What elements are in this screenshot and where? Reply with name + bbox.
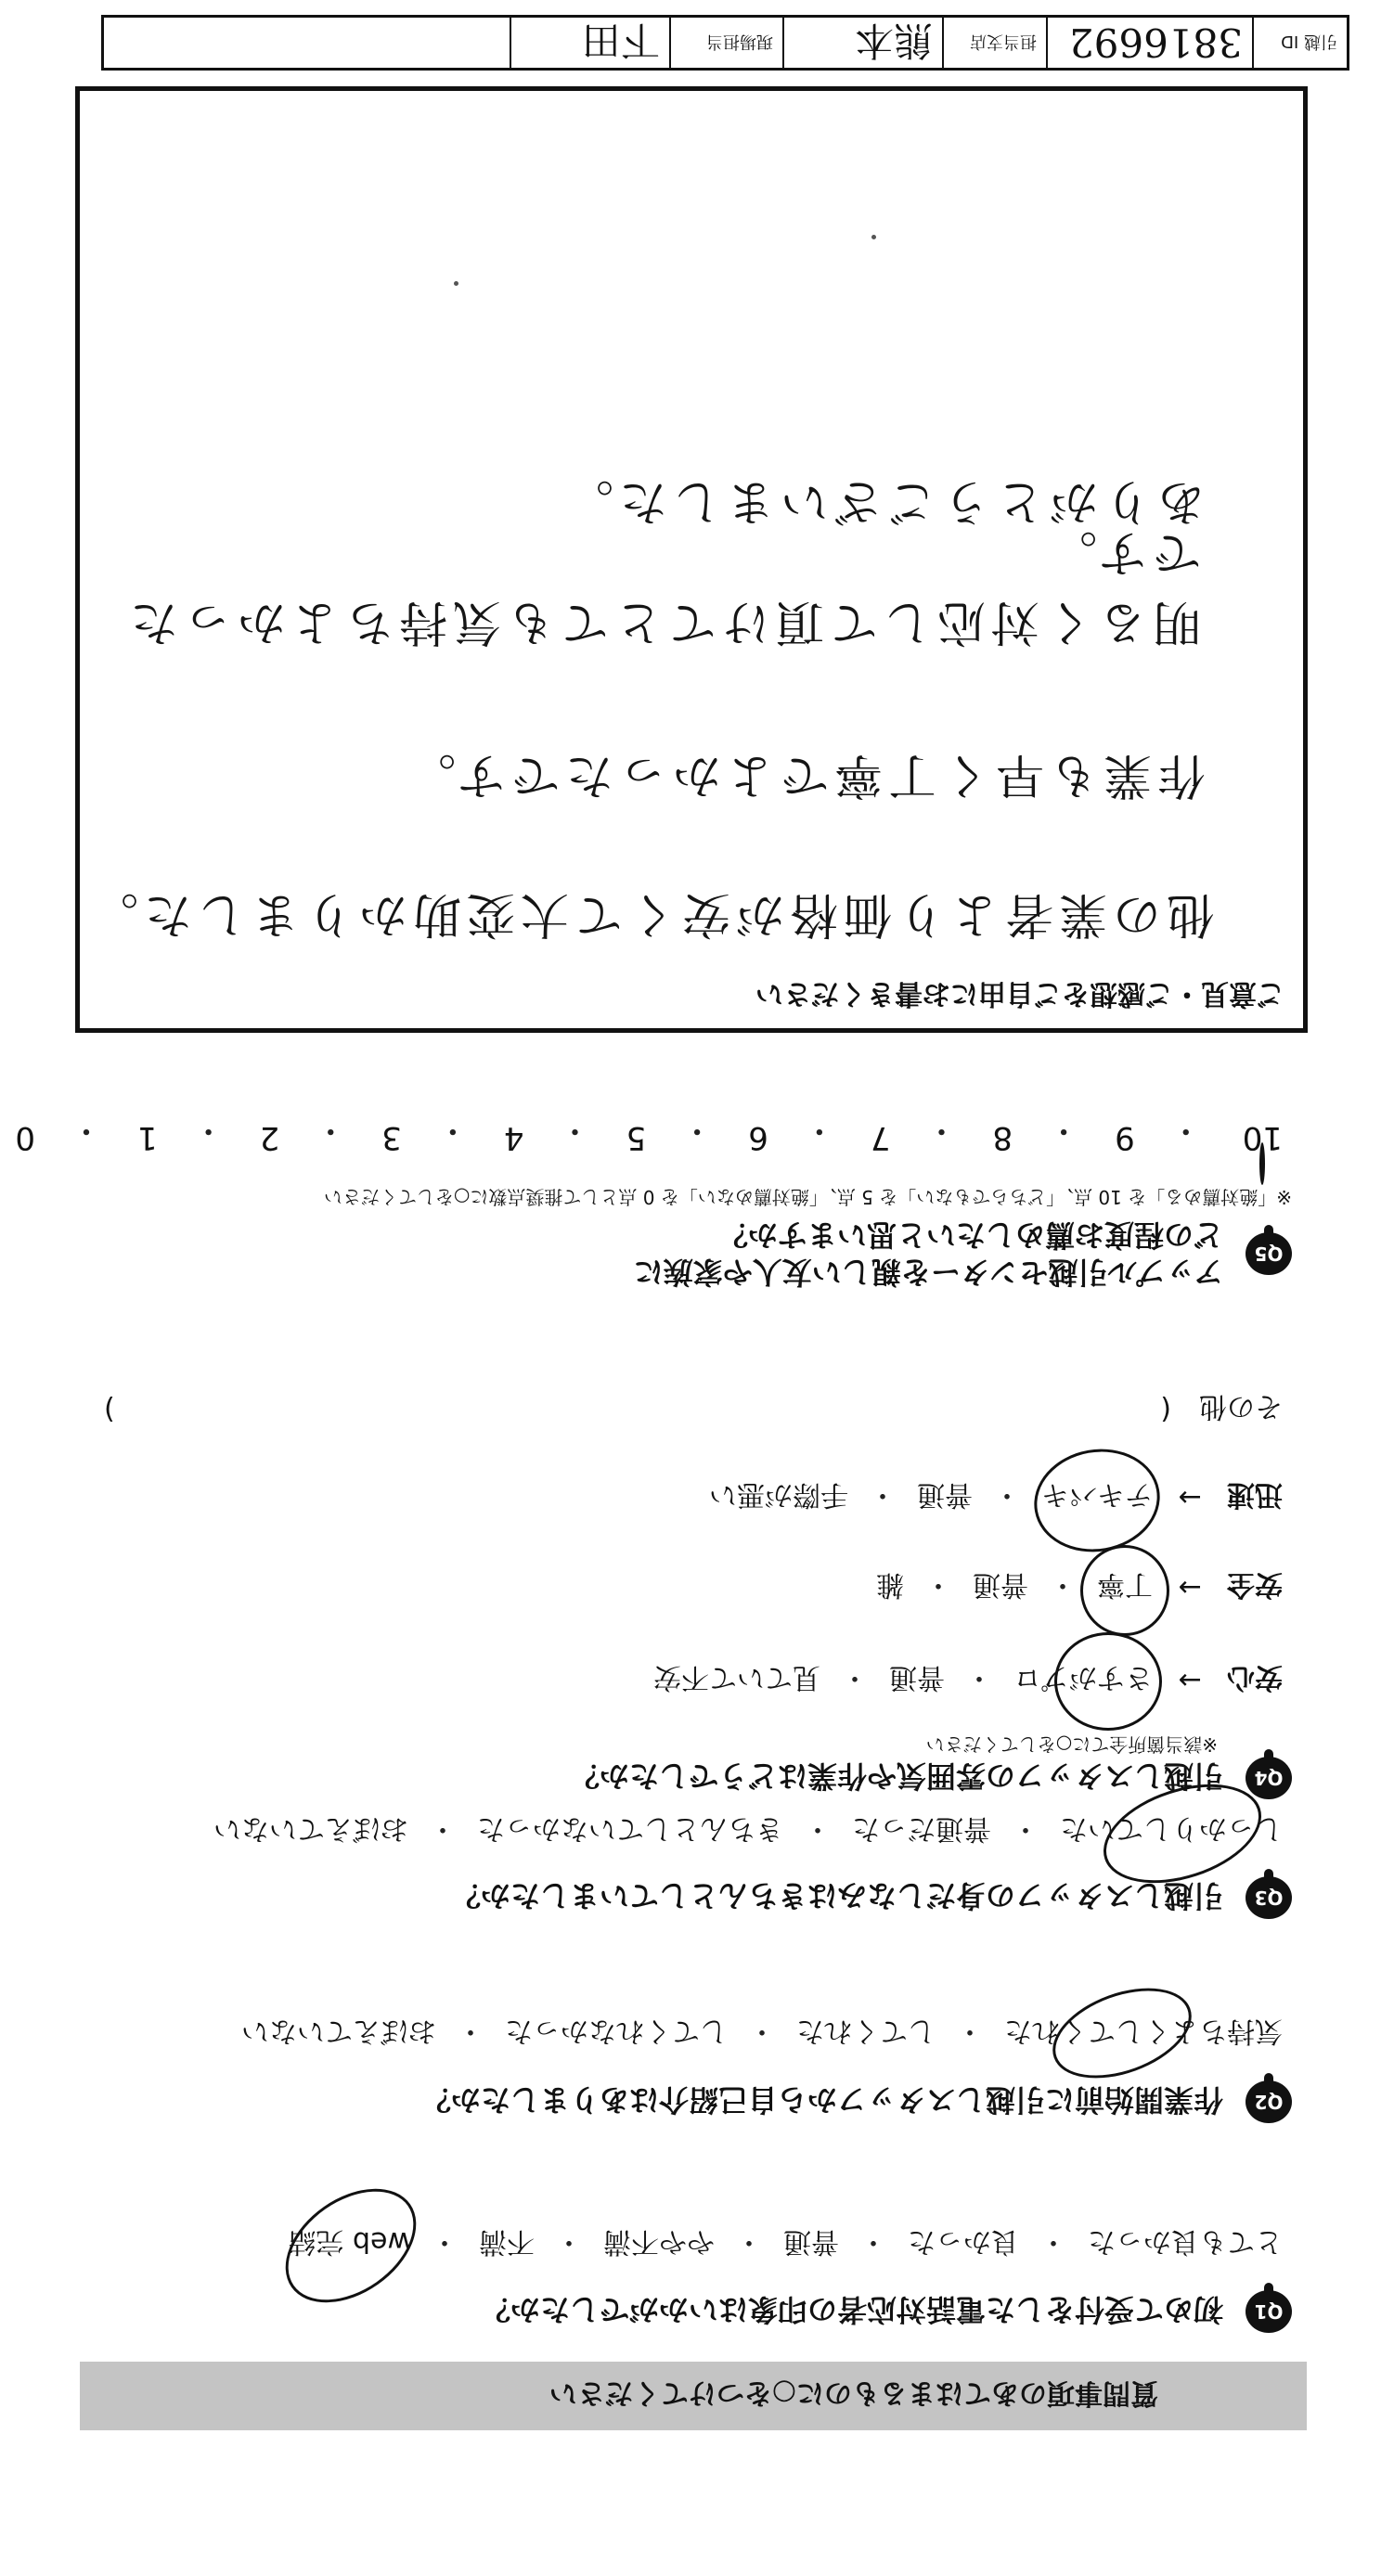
q4-jinsoku-option-2[interactable]: 普通 (917, 1478, 973, 1511)
q3-badge: Q3 (1246, 1876, 1292, 1919)
q4-anzen-option-1-selected[interactable]: 丁寧 (1097, 1567, 1153, 1608)
q3-option-4[interactable]: おぼえていない (213, 1812, 408, 1845)
branch-label: 担当支店 (942, 18, 1046, 68)
handwritten-comment-line-2: 作業も早く丁寧でよかったです。 (402, 747, 1206, 803)
q5-badge: Q5 (1246, 1232, 1292, 1275)
q3-option-2[interactable]: 普通だった (852, 1812, 991, 1845)
q1-option-2[interactable]: 良かった (908, 2225, 1019, 2258)
comments-box[interactable] (75, 86, 1308, 1033)
arrow-icon: → (1178, 1664, 1202, 1697)
q1-options: とても良かった ・ 良かった ・ 普通 ・ やや不満 ・ 不満 ・ web 完結 (288, 2224, 1283, 2265)
q1-option-1[interactable]: とても良かった (1088, 2225, 1283, 2258)
id-value: 3816692 (1046, 18, 1252, 68)
question-3 (451, 1876, 1292, 1919)
leader-label: 現場担当 (669, 18, 782, 68)
id-box (101, 15, 1349, 71)
q5-score-7[interactable]: 7 (870, 1119, 891, 1156)
q1-badge: Q1 (1246, 2290, 1292, 2333)
q1-option-4[interactable]: やや不満 (603, 2225, 715, 2258)
q3-option-1-selected[interactable]: しっかりしていた (1060, 1811, 1283, 1852)
q5-score-0[interactable]: 0 (15, 1119, 35, 1156)
q4-row-anshin: 安心 → さすがプロ ・ 普通 ・ 見ていて不安 (653, 1660, 1283, 1701)
q5-score-1[interactable]: 1 (136, 1119, 158, 1156)
q5-score-6[interactable]: 6 (748, 1119, 768, 1156)
q4-row-anzen: 安全 → 丁寧 ・ 普通 ・ 雑 (876, 1567, 1283, 1608)
q5-score-8[interactable]: 8 (992, 1119, 1013, 1156)
q5-selection-circle (1259, 1142, 1265, 1185)
banner-text: 質問事項のあてはまるものに○をつけてください (549, 2376, 1158, 2409)
q4-jinsoku-option-1-selected[interactable]: テキパキ (1041, 1477, 1153, 1518)
q2-selection-circle (1040, 1971, 1204, 2095)
q4-row-label: 迅速 (1227, 1478, 1283, 1511)
ink-dot (454, 281, 458, 286)
leader-value: 下田 (510, 18, 669, 68)
q1-selection-circle (265, 2165, 437, 2325)
q4-other-label: その他 (1199, 1390, 1283, 1423)
id-label: 引越 ID (1252, 18, 1347, 68)
q3-options: しっかりしていた ・ 普通だった ・ きちんとしていなかった ・ おぼえていない (213, 1811, 1283, 1852)
q2-badge: Q2 (1246, 2080, 1292, 2123)
arrow-icon: → (1178, 1481, 1202, 1514)
q5-score-4[interactable]: 4 (503, 1119, 524, 1156)
q5-text-line1: アップル引越センターを親しい友人や家族に (633, 1255, 1223, 1290)
q4-other-paren-open: ( (1160, 1393, 1171, 1426)
q4-anzen-selection-circle (1080, 1545, 1169, 1636)
instruction-banner (80, 2362, 1307, 2430)
q4-anzen-option-2[interactable]: 普通 (973, 1568, 1028, 1601)
q2-options: 気持ちよくしてくれた ・ してくれた ・ してくれなかった ・ おぼえていない (241, 2014, 1283, 2054)
q2-option-3[interactable]: してくれなかった (505, 2015, 728, 2047)
handwritten-comment-line-4: ありがとうございました。 (559, 473, 1206, 529)
handwritten-comment-line-3: 明るく対応して頂けてとても気持ちよかったです。 (123, 524, 1201, 650)
ink-dot (871, 235, 876, 239)
q2-text: 作業開始前に引越しスタッフから自己紹介はありましたか？ (420, 2082, 1223, 2118)
q2-option-1-selected[interactable]: 気持ちよくしてくれた (1004, 2014, 1283, 2054)
question-5 (634, 1217, 1292, 1291)
q4-anshin-selection-circle (1054, 1632, 1162, 1731)
q1-option-6-selected[interactable]: web 完結 (288, 2224, 410, 2265)
q4-row-jinsoku: 迅速 → テキパキ ・ 普通 ・ 手際が悪い (709, 1477, 1283, 1518)
question-4 (570, 1757, 1292, 1799)
q4-anshin-option-3[interactable]: 見ていて不安 (653, 1661, 820, 1694)
q4-jinsoku-option-3[interactable]: 手際が悪い (709, 1478, 848, 1511)
branch-value: 熊本 (782, 18, 942, 68)
q4-row-label: 安心 (1227, 1661, 1283, 1694)
q4-row-label: 安全 (1227, 1568, 1283, 1601)
q4-text: 引越しスタッフの雰囲気や作業はどうでしたか？ (569, 1758, 1223, 1794)
q4-badge: Q4 (1246, 1757, 1292, 1799)
comments-title: ご意見・ご感想をご自由にお書きください (755, 977, 1284, 1010)
q3-text: 引越しスタッフの身だしなみはきちんとしていましたか？ (450, 1878, 1223, 1913)
q4-row-other (104, 1389, 1283, 1430)
question-1 (481, 2290, 1292, 2333)
q5-score-9[interactable]: 9 (1115, 1119, 1135, 1156)
q1-option-5[interactable]: 不満 (479, 2225, 535, 2258)
q4-anshin-option-1-selected[interactable]: さすがプロ (1013, 1660, 1153, 1701)
q5-text (634, 1217, 1223, 1291)
q1-text: 初めて受付をした電話対応者の印象はいかがでしたか？ (480, 2292, 1223, 2327)
q5-score-3[interactable]: 3 (381, 1119, 402, 1156)
q1-option-3[interactable]: 普通 (783, 2225, 839, 2258)
q3-option-3[interactable]: きちんとしていなかった (477, 1812, 783, 1845)
q5-score-scale: 10 ・ 9 ・ 8 ・ 7 ・ 6 ・ 5 ・ 4 ・ 3 ・ 2 ・ 1 ・ 0 (15, 1111, 1283, 1156)
q4-jinsoku-selection-circle (1026, 1439, 1168, 1562)
q2-option-2[interactable]: してくれた (796, 2015, 936, 2047)
q5-text-line2: どの程度お薦めしたいと思いますか？ (717, 1217, 1223, 1253)
q5-score-10-selected[interactable]: 10 (1237, 1111, 1283, 1156)
question-2 (421, 2080, 1292, 2123)
q5-score-2[interactable]: 2 (259, 1119, 280, 1156)
arrow-icon: → (1178, 1571, 1202, 1604)
q4-anzen-option-3[interactable]: 雑 (876, 1568, 904, 1601)
q2-option-4[interactable]: おぼえていない (241, 2015, 436, 2047)
q5-note: ※「絶対薦める」を 10 点、「どちらでもない」を 5 点、「絶対薦めない」を 0 点として推奨点数に○をしてください (323, 1186, 1292, 1208)
q5-score-5[interactable]: 5 (626, 1119, 647, 1156)
q4-note: ※該当箇所全てに○をしてください (925, 1733, 1218, 1756)
id-box-blank (104, 18, 510, 68)
handwritten-comment-line-1: 他の業者より価格が安くて大変助かりました。 (84, 886, 1215, 942)
q4-anshin-option-2[interactable]: 普通 (889, 1661, 945, 1694)
q4-other-paren-close: ) (104, 1393, 115, 1426)
